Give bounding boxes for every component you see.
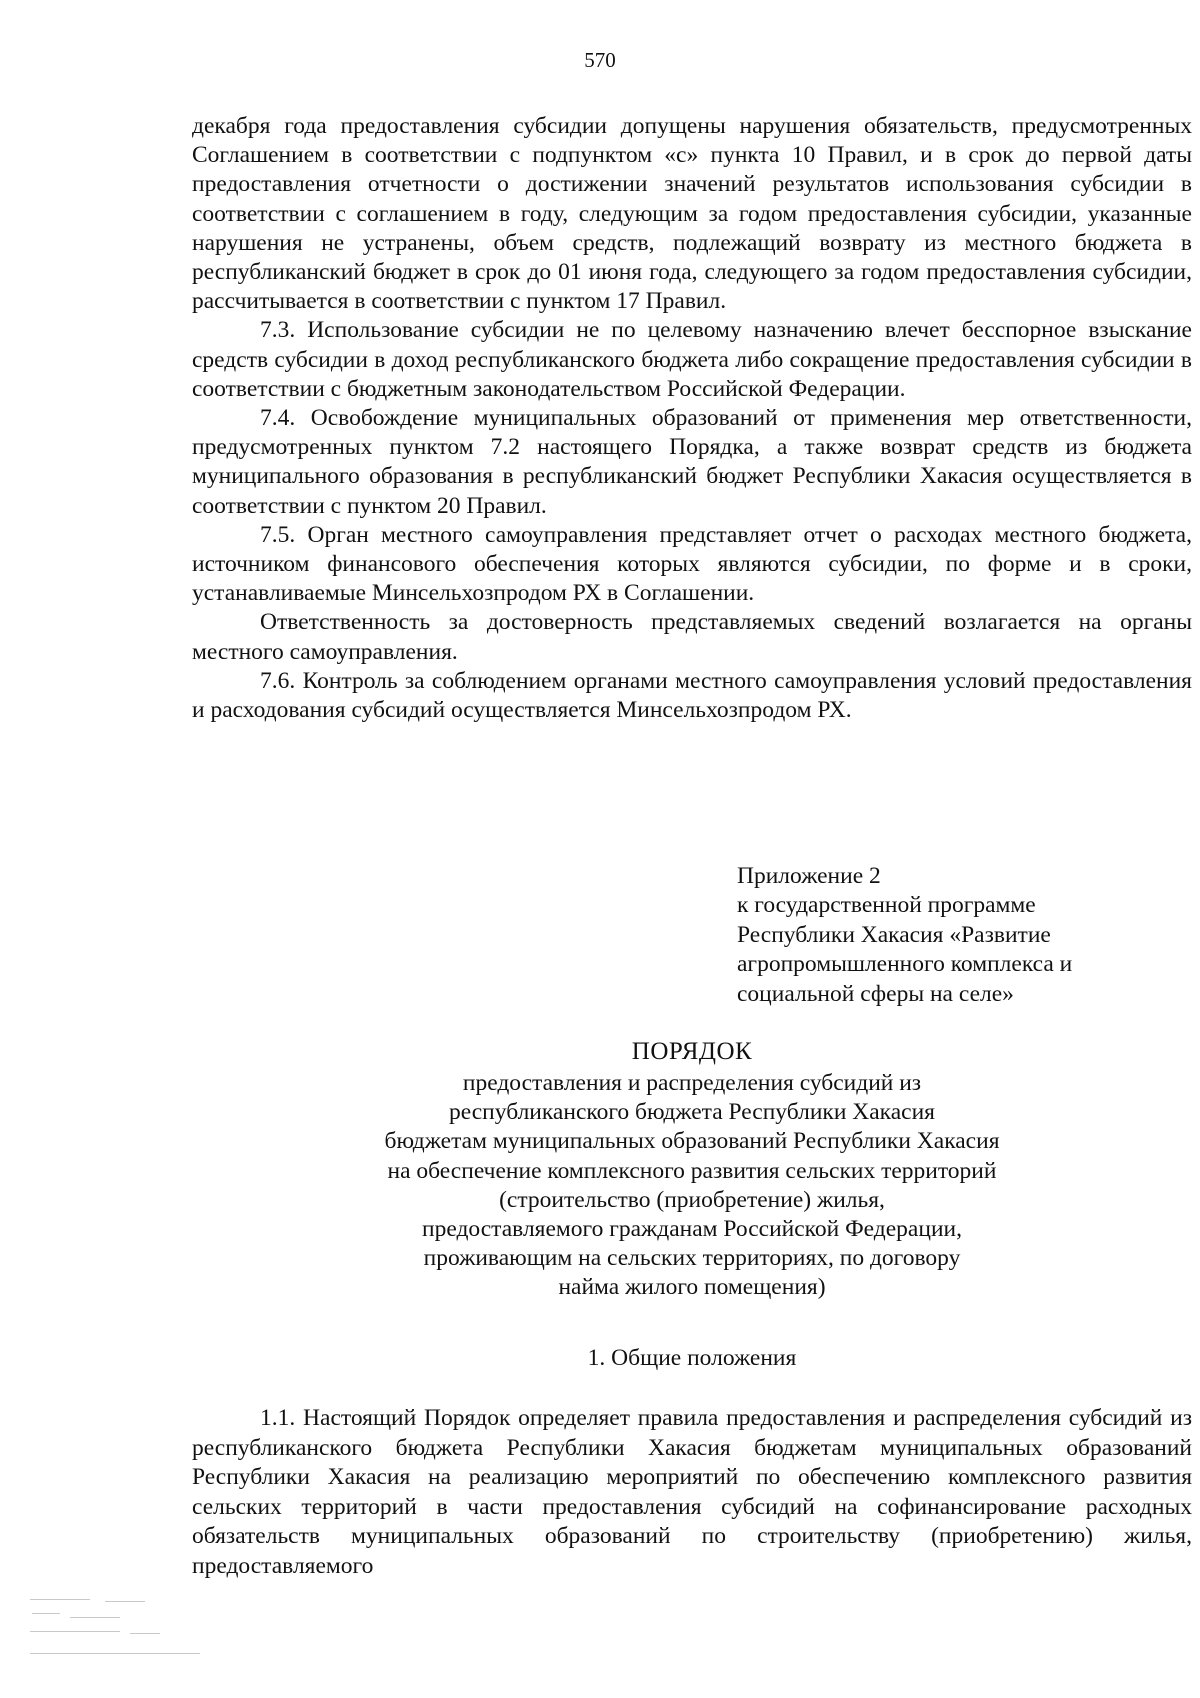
page-number: 570	[584, 48, 616, 72]
paragraph-7-6: 7.6. Контроль за соблюдением органами местного самоуправления условий предоставления и расходования субсидий осуществляется Минсельхозпродом РХ.	[192, 667, 1192, 724]
title-line: на обеспечение комплексного развития сельских территорий	[387, 1157, 997, 1184]
scan-artifact	[30, 1595, 210, 1665]
appendix-line: к государственной программе	[737, 892, 1036, 919]
document-title	[192, 1036, 1192, 1303]
title-line: (строительство (приобретение) жилья,	[499, 1186, 885, 1213]
appendix-line: Республики Хакасия «Развитие	[737, 921, 1051, 948]
paragraph-responsibility: Ответственность за достоверность представляемых сведений возлагается на органы местного самоуправления.	[192, 609, 1192, 665]
title-line: предоставляемого гражданам Российской Федерации,	[422, 1216, 962, 1243]
title-line: найма жилого помещения)	[558, 1274, 826, 1301]
paragraph-1-1: 1.1. Настоящий Порядок определяет правила предоставления и распределения субсидий из республиканского бюджета Республики Хакасия бюджетам муниципальных образований Республики Хакасия на реализацию мероприятий по обеспечению комплексного развития сельских территорий в части предоставления субсидий на софинансирование расходных обязательств муниципальных образований по строительству (приобретению) жилья, предоставляемого	[192, 1405, 1192, 1579]
continuation-text	[192, 112, 1192, 725]
title-line: республиканского бюджета Республики Хакасия	[448, 1099, 935, 1126]
appendix-note	[737, 862, 1157, 1009]
paragraph-7-2-continued: декабря года предоставления субсидии допущены нарушения обязательств, предусмотренных Соглашением в соответствии с подпунктом «с» пункта 10 Правил, и в срок до первой даты предоставления отчетности о достижении значений результатов использования субсидии в соответствии с соглашением в году, следующим за годом предоставления субсидии, указанные нарушения не устранены, объем средств, подлежащий возврату из местного бюджета в республиканский бюджет в срок до 01 июня года, следующего за годом предоставления субсидии, рассчитывается в соответствии с пунктом 17 Правил.	[192, 113, 1192, 315]
section-1-text	[192, 1404, 1192, 1582]
title-line: бюджетам муниципальных образований Республики Хакасия	[384, 1128, 1000, 1155]
section-heading: 1. Общие положения	[587, 1345, 797, 1371]
title-line: предоставления и распределения субсидий из	[462, 1070, 922, 1096]
paragraph-7-5: 7.5. Орган местного самоуправления представляет отчет о расходах местного бюджета, источником финансового обеспечения которых являются субсидии, по форме и в сроки, устанавливаемые Минсельхозпродом РХ в Соглашении.	[192, 521, 1192, 607]
paragraph-7-4: 7.4. Освобождение муниципальных образований от применения мер ответственности, предусмотренных пунктом 7.2 настоящего Порядка, а также возврат средств из бюджета муниципального образования в республиканский бюджет Республики Хакасия осуществляется в соответствии с пунктом 20 Правил.	[192, 405, 1192, 519]
title-line: проживающим на сельских территориях, по договору	[423, 1245, 961, 1272]
appendix-line: Приложение 2	[737, 863, 881, 889]
appendix-line: агропромышленного комплекса и	[737, 951, 1073, 978]
appendix-line: социальной сферы на селе»	[737, 980, 1014, 1007]
paragraph-7-3: 7.3. Использование субсидии не по целевому назначению влечет бесспорное взыскание средств субсидии в доход республиканского бюджета либо сокращение предоставления субсидии в соответствии с бюджетным законодательством Российской Федерации.	[192, 317, 1192, 402]
title-heading: ПОРЯДОК	[631, 1038, 753, 1065]
